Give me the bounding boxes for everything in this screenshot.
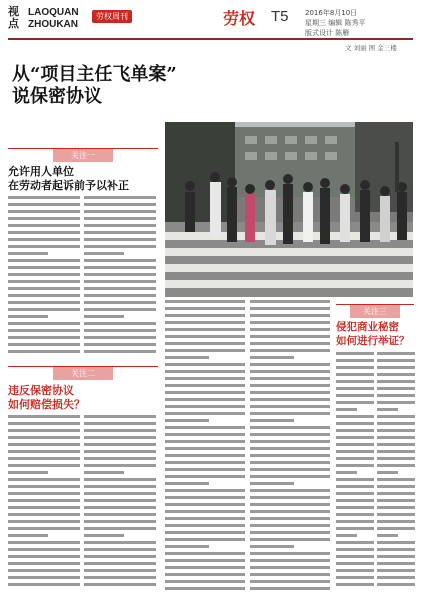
text-line <box>336 562 374 565</box>
text-line <box>84 287 156 290</box>
section-3-tab: 关注三 <box>350 305 400 318</box>
text-line <box>8 485 80 488</box>
text-line <box>377 471 398 474</box>
text-line <box>250 300 330 303</box>
text-line <box>165 482 209 485</box>
text-line <box>336 534 357 537</box>
text-line <box>84 506 156 509</box>
section-1-title <box>8 165 158 193</box>
logo-en-line2: ZHOUKAN <box>28 19 78 30</box>
text-line <box>250 321 330 324</box>
text-line <box>250 468 330 471</box>
text-line <box>377 401 415 404</box>
text-line <box>8 294 80 297</box>
text-line <box>165 447 245 450</box>
text-line <box>250 552 330 555</box>
text-line <box>250 433 330 436</box>
text-line <box>165 328 245 331</box>
text-line <box>377 520 415 523</box>
text-line <box>336 569 374 572</box>
text-line <box>165 412 245 415</box>
text-line <box>8 224 80 227</box>
text-line <box>377 366 415 369</box>
text-line <box>250 314 330 317</box>
logo-en-line1: LAOQUAN <box>28 7 79 18</box>
text-line <box>8 322 80 325</box>
text-line <box>84 280 156 283</box>
text-line <box>377 513 415 516</box>
text-line <box>84 422 156 425</box>
text-line <box>377 499 415 502</box>
text-line <box>165 510 245 513</box>
text-line <box>8 583 80 586</box>
text-line <box>84 457 156 460</box>
text-line <box>84 450 156 453</box>
text-line <box>165 552 245 555</box>
text-line <box>8 287 80 290</box>
text-line <box>8 562 80 565</box>
text-line <box>250 426 330 429</box>
text-line <box>8 443 80 446</box>
text-line <box>8 436 80 439</box>
text-line <box>8 301 80 304</box>
text-line <box>250 510 330 513</box>
text-line <box>165 517 245 520</box>
logo-cn: 视点 <box>8 5 19 30</box>
text-line <box>165 307 245 310</box>
text-line <box>8 231 80 234</box>
text-line <box>336 541 374 544</box>
text-line <box>8 217 80 220</box>
masthead-rule <box>8 38 413 40</box>
text-line <box>84 583 156 586</box>
text-line <box>84 210 156 213</box>
text-line <box>8 266 80 269</box>
text-line <box>250 363 330 366</box>
text-line <box>336 443 374 446</box>
section-3-title-line1: 侵犯商业秘密 <box>336 321 399 333</box>
section-3-title-line2: 如何进行举证？ <box>336 335 410 347</box>
text-line <box>84 322 156 325</box>
text-line <box>250 475 330 478</box>
text-line <box>250 398 330 401</box>
text-line <box>165 489 245 492</box>
text-line <box>165 559 245 562</box>
masthead-info <box>223 6 413 36</box>
text-line <box>8 499 80 502</box>
section-2-title <box>8 384 158 412</box>
section-2-header <box>8 366 158 380</box>
text-line <box>250 580 330 583</box>
text-line <box>84 329 156 332</box>
text-line <box>336 506 374 509</box>
headline-line2: 说保密协议 <box>12 86 102 107</box>
text-line <box>336 359 374 362</box>
text-line <box>250 573 330 576</box>
text-line <box>336 415 374 418</box>
text-line <box>250 489 330 492</box>
text-line <box>84 217 156 220</box>
text-line <box>84 548 156 551</box>
text-line <box>377 485 415 488</box>
text-line <box>84 294 156 297</box>
text-line <box>165 419 209 422</box>
text-line <box>377 352 415 355</box>
text-line <box>8 450 80 453</box>
text-line <box>377 387 415 390</box>
text-line <box>8 329 80 332</box>
text-line <box>336 499 374 502</box>
text-line <box>377 534 398 537</box>
text-line <box>377 527 415 530</box>
text-line <box>250 524 330 527</box>
text-line <box>165 398 245 401</box>
text-line <box>165 440 245 443</box>
text-line <box>336 576 374 579</box>
text-line <box>336 366 374 369</box>
text-line <box>8 534 48 537</box>
text-line <box>84 520 156 523</box>
logo-en <box>28 7 79 31</box>
text-line <box>250 412 330 415</box>
text-line <box>377 415 415 418</box>
text-line <box>8 492 80 495</box>
text-line <box>84 443 156 446</box>
text-line <box>250 307 330 310</box>
text-line <box>336 352 374 355</box>
text-line <box>165 342 245 345</box>
text-line <box>8 548 80 551</box>
text-line <box>84 534 124 537</box>
text-line <box>165 363 245 366</box>
news-photo <box>165 122 413 297</box>
text-line <box>84 485 156 488</box>
text-line <box>250 377 330 380</box>
text-line <box>250 538 330 541</box>
text-line <box>84 196 156 199</box>
text-line <box>165 468 245 471</box>
text-line <box>84 301 156 304</box>
text-line <box>165 321 245 324</box>
text-line <box>165 314 245 317</box>
text-line <box>165 545 209 548</box>
text-line <box>8 259 80 262</box>
text-line <box>84 478 156 481</box>
text-line <box>8 506 80 509</box>
text-line <box>165 496 245 499</box>
text-line <box>84 527 156 530</box>
text-line <box>336 485 374 488</box>
text-line <box>84 436 156 439</box>
text-line <box>84 569 156 572</box>
text-line <box>84 315 124 318</box>
text-line <box>377 562 415 565</box>
text-line <box>250 349 330 352</box>
issue-designer: 版式设计 陈雁 <box>305 29 350 37</box>
section-1-body-col2 <box>84 196 156 360</box>
section-2-tab: 关注二 <box>53 367 113 380</box>
text-line <box>8 308 80 311</box>
section-1-title-line1: 允许用人单位 <box>8 165 74 178</box>
text-line <box>84 231 156 234</box>
text-line <box>165 538 245 541</box>
text-line <box>250 482 294 485</box>
text-line <box>250 496 330 499</box>
article-body-col4 <box>250 300 330 594</box>
text-line <box>250 461 330 464</box>
text-line <box>336 394 374 397</box>
text-line <box>84 464 156 467</box>
text-line <box>8 350 80 353</box>
text-line <box>336 471 357 474</box>
text-line <box>84 336 156 339</box>
section-3-body-col2 <box>377 352 415 594</box>
text-line <box>8 280 80 283</box>
text-line <box>84 308 156 311</box>
text-line <box>165 573 245 576</box>
text-line <box>377 359 415 362</box>
text-line <box>377 443 415 446</box>
text-line <box>8 464 80 467</box>
text-line <box>377 464 415 467</box>
text-line <box>377 583 415 586</box>
text-line <box>250 566 330 569</box>
logo-stamp: 劳权周刊 <box>92 10 132 23</box>
text-line <box>8 238 80 241</box>
text-line <box>377 478 415 481</box>
text-line <box>165 426 245 429</box>
text-line <box>336 408 357 411</box>
text-line <box>250 559 330 562</box>
text-line <box>165 384 245 387</box>
text-line <box>165 335 245 338</box>
text-line <box>84 471 124 474</box>
text-line <box>250 517 330 520</box>
text-line <box>84 343 156 346</box>
text-line <box>84 541 156 544</box>
text-line <box>336 380 374 383</box>
text-line <box>165 580 245 583</box>
issue-date: 2016年8月10日 <box>305 9 358 17</box>
text-line <box>84 513 156 516</box>
text-line <box>84 224 156 227</box>
text-line <box>84 415 156 418</box>
section-name: 劳权 <box>223 9 256 28</box>
text-line <box>336 401 374 404</box>
text-line <box>250 503 330 506</box>
text-line <box>8 541 80 544</box>
text-line <box>165 377 245 380</box>
text-line <box>84 266 156 269</box>
text-line <box>165 370 245 373</box>
text-line <box>8 343 80 346</box>
text-line <box>336 583 374 586</box>
text-line <box>377 492 415 495</box>
text-line <box>336 450 374 453</box>
text-line <box>250 545 294 548</box>
text-line <box>250 587 330 590</box>
text-line <box>84 259 156 262</box>
masthead-logo <box>8 6 138 36</box>
text-line <box>8 471 48 474</box>
section-3-body-col1 <box>336 352 374 594</box>
text-line <box>165 405 245 408</box>
text-line <box>250 335 330 338</box>
text-line <box>250 384 330 387</box>
text-line <box>8 415 80 418</box>
text-line <box>377 541 415 544</box>
text-line <box>377 548 415 551</box>
text-line <box>8 478 80 481</box>
section-2-body-col1 <box>8 415 80 595</box>
text-line <box>336 387 374 390</box>
text-line <box>377 555 415 558</box>
text-line <box>377 436 415 439</box>
text-line <box>165 433 245 436</box>
text-line <box>377 394 415 397</box>
text-line <box>250 328 330 331</box>
issue-editor: 星期三 编辑 陈秀平 <box>305 19 366 27</box>
section-1-header <box>8 148 158 162</box>
headline-line1: 从“项目主任飞单案” <box>12 64 177 85</box>
text-line <box>377 422 415 425</box>
text-line <box>165 391 245 394</box>
text-line <box>8 203 80 206</box>
text-line <box>377 373 415 376</box>
text-line <box>8 210 80 213</box>
text-line <box>84 429 156 432</box>
text-line <box>336 464 374 467</box>
text-line <box>377 506 415 509</box>
issue-meta <box>305 8 413 38</box>
page-number: T5 <box>271 8 289 25</box>
byline: 文 刘丽 图 金三楼 <box>345 44 397 52</box>
text-line <box>165 566 245 569</box>
text-line <box>336 436 374 439</box>
text-line <box>250 405 330 408</box>
text-line <box>8 273 80 276</box>
text-line <box>8 520 80 523</box>
text-line <box>8 555 80 558</box>
text-line <box>8 513 80 516</box>
text-line <box>165 524 245 527</box>
text-line <box>84 273 156 276</box>
text-line <box>336 373 374 376</box>
text-line <box>336 457 374 460</box>
text-line <box>8 569 80 572</box>
text-line <box>8 252 48 255</box>
page-headline <box>12 64 182 108</box>
text-line <box>84 245 156 248</box>
text-line <box>84 499 156 502</box>
text-line <box>336 513 374 516</box>
text-line <box>8 429 80 432</box>
text-line <box>165 503 245 506</box>
text-line <box>8 422 80 425</box>
section-2-title-line2: 如何赔偿损失？ <box>8 398 85 411</box>
text-line <box>84 555 156 558</box>
text-line <box>84 203 156 206</box>
section-3-title <box>336 320 416 348</box>
text-line <box>377 569 415 572</box>
text-line <box>250 454 330 457</box>
article-body-col3 <box>165 300 245 594</box>
text-line <box>8 336 80 339</box>
text-line <box>250 531 330 534</box>
text-line <box>165 356 209 359</box>
text-line <box>377 576 415 579</box>
text-line <box>165 531 245 534</box>
text-line <box>336 555 374 558</box>
text-line <box>377 429 415 432</box>
text-line <box>377 380 415 383</box>
text-line <box>336 520 374 523</box>
text-line <box>84 562 156 565</box>
section-3-header <box>336 304 414 318</box>
text-line <box>165 300 245 303</box>
section-2-body-col2 <box>84 415 156 595</box>
text-line <box>84 252 124 255</box>
text-line <box>250 419 294 422</box>
text-line <box>377 457 415 460</box>
text-line <box>377 408 398 411</box>
text-line <box>250 356 294 359</box>
text-line <box>377 450 415 453</box>
text-line <box>8 245 80 248</box>
text-line <box>84 492 156 495</box>
text-line <box>336 492 374 495</box>
text-line <box>336 548 374 551</box>
text-line <box>8 576 80 579</box>
text-line <box>165 454 245 457</box>
section-1-title-line2: 在劳动者起诉前予以补正 <box>8 179 129 192</box>
text-line <box>250 440 330 443</box>
text-line <box>336 429 374 432</box>
text-line <box>84 576 156 579</box>
text-line <box>84 350 156 353</box>
text-line <box>8 196 80 199</box>
section-1-tab: 关注一 <box>53 149 113 162</box>
text-line <box>250 342 330 345</box>
text-line <box>336 422 374 425</box>
crosswalk-photo <box>165 122 413 297</box>
text-line <box>8 527 80 530</box>
text-line <box>165 349 245 352</box>
section-2-title-line1: 违反保密协议 <box>8 384 74 397</box>
text-line <box>165 461 245 464</box>
section-1-body-col1 <box>8 196 80 360</box>
text-line <box>250 391 330 394</box>
text-line <box>84 238 156 241</box>
text-line <box>165 475 245 478</box>
text-line <box>165 587 245 590</box>
text-line <box>250 370 330 373</box>
text-line <box>8 315 48 318</box>
text-line <box>336 527 374 530</box>
text-line <box>8 457 80 460</box>
text-line <box>336 478 374 481</box>
text-line <box>250 447 330 450</box>
